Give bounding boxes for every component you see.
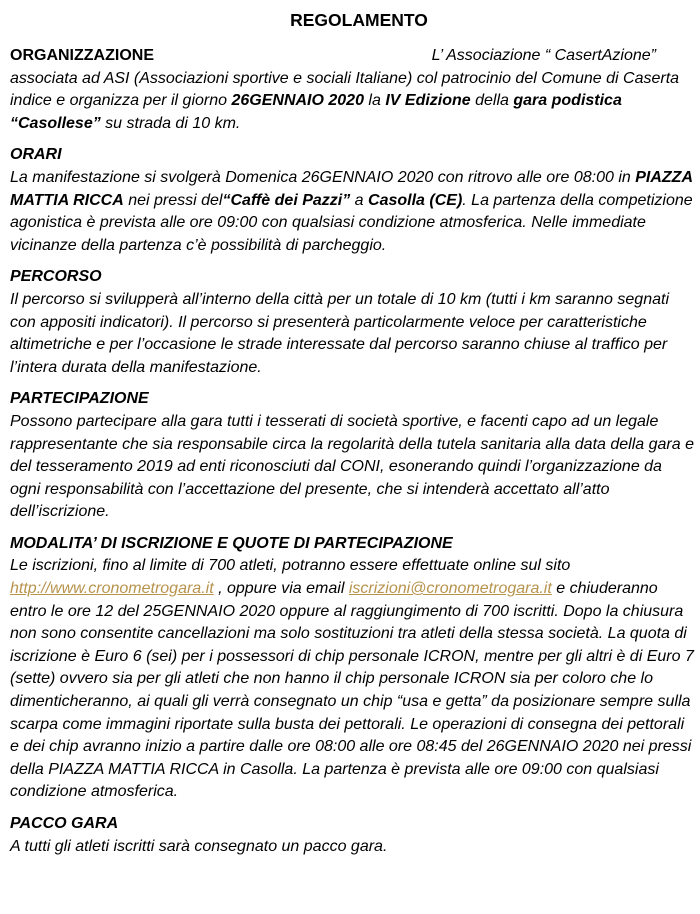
organizzazione-heading: ORGANIZZAZIONE	[10, 47, 154, 64]
modalita-text-part: Le iscrizioni, fino al limite di 700 atleti, potranno essere effettuate online sul sito	[10, 557, 571, 575]
percorso-heading: PERCORSO	[10, 268, 102, 286]
section-orari	[10, 144, 694, 257]
modalita-text	[10, 555, 694, 804]
meeting-place: PIAZZA MATTIA RICCA	[10, 168, 693, 209]
orari-text-part: . La partenza della competizione agonistica è prevista alle ore 09:00 con qualsiasi condizione atmosferica. Nelle immediate vicinanze della partenza c’è possibilità di parcheggio.	[10, 191, 693, 254]
organizzazione-association: L’ Associazione “ CasertAzione”	[431, 47, 656, 64]
orari-text-part: a	[350, 191, 369, 209]
event-date: 26GENNAIO 2020	[231, 92, 364, 110]
partecipazione-heading: PARTECIPAZIONE	[10, 390, 149, 408]
regolamento-document	[10, 8, 694, 867]
organizzazione-text-part: su strada di 10 km.	[100, 114, 241, 132]
section-percorso	[10, 266, 694, 379]
landmark: “Caffè dei Pazzi”	[222, 191, 351, 209]
pacco-heading: PACCO GARA	[10, 815, 119, 832]
organizzazione-text-part: della	[470, 92, 514, 110]
orari-text-part: La manifestazione si svolgerà Domenica 26GENNAIO 2020 con ritrovo alle ore 08:00 in	[10, 168, 636, 186]
partecipazione-text: Possono partecipare alla gara tutti i tesserati di società sportive, e facenti capo ad un legale rappresentante che sia responsabile circa la regolarità della tutela sanitaria alla data della gara e del tesseramento 2019 ad enti riconosciuti dal CONI, esonerando quindi l’organizzazione da ogni responsabilità con l’accettazione del presente, che si intenderà accettato all’atto dell’iscrizione.	[10, 412, 694, 521]
modalita-heading: MODALITA’ DI ISCRIZIONE E QUOTE DI PARTECIPAZIONE	[10, 534, 453, 552]
pacco-text: A tutti gli atleti iscritti sarà consegnato un pacco gara.	[10, 837, 388, 855]
section-organizzazione	[10, 45, 694, 135]
orari-text	[10, 167, 694, 257]
race-name: gara podistica “Casollese”	[10, 92, 622, 132]
website-link[interactable]: http://www.cronometrogara.it	[10, 580, 214, 598]
town: Casolla (CE)	[368, 191, 463, 209]
section-pacco-gara	[10, 813, 694, 858]
orari-text-part: nei pressi del	[123, 191, 223, 209]
page-title: REGOLAMENTO	[290, 10, 428, 30]
percorso-text: Il percorso si svilupperà all’interno della città per un totale di 10 km (tutti i km saranno segnati con appositi indicatori). Il percorso si presenterà particolarmente veloce per caratteristiche altimetriche e per l’occasione le strade interessate dal percorso saranno chiuse al traffico per l’intera durata della manifestazione.	[10, 290, 669, 376]
organizzazione-text-part: associata ad ASI (Associazioni sportive e sociali Italiane) col patrocinio del Comune di Caserta indice e organizza per il giorno	[10, 69, 680, 110]
email-link[interactable]: iscrizioni@cronometrogara.it	[348, 580, 552, 598]
modalita-text-part: e chiuderanno entro le ore 12 del 25GENNAIO 2020 oppure al raggiungimento di 700 iscritti. Dopo la chiusura non sono consentite cancellazioni ma solo sostituzioni tra atleti della stessa società. La quota di iscrizione è Euro 6 (sei) per i possessori di chip personale ICRON, mentre per gli altri è di Euro 7 (sette) ovvero sia per gli atleti che non hanno il chip personale ICRON sia per coloro che lo dimenticheranno, ai quali gli verrà consegnato un chip “usa e getta” da posizionare sempre sulla scarpa come immagini riportate sulla busta dei pettorali. Le operazioni di consegna dei pettorali e dei chip avranno inizio a partire dalle ore 08:00 alle ore 08:45 del 26GENNAIO 2020 nei pressi della PIAZZA MATTIA RICCA in Casolla. La partenza è prevista alle ore 09:00 con qualsiasi condizione atmosferica.	[10, 580, 694, 801]
modalita-text-part: , oppure via email	[213, 580, 349, 598]
edition: IV Edizione	[385, 92, 471, 110]
section-modalita	[10, 533, 694, 804]
organizzazione-heading-line	[10, 45, 694, 68]
organizzazione-text	[10, 68, 694, 136]
orari-heading: ORARI	[10, 146, 62, 164]
section-partecipazione	[10, 388, 694, 524]
organizzazione-text-part: la	[363, 92, 386, 110]
